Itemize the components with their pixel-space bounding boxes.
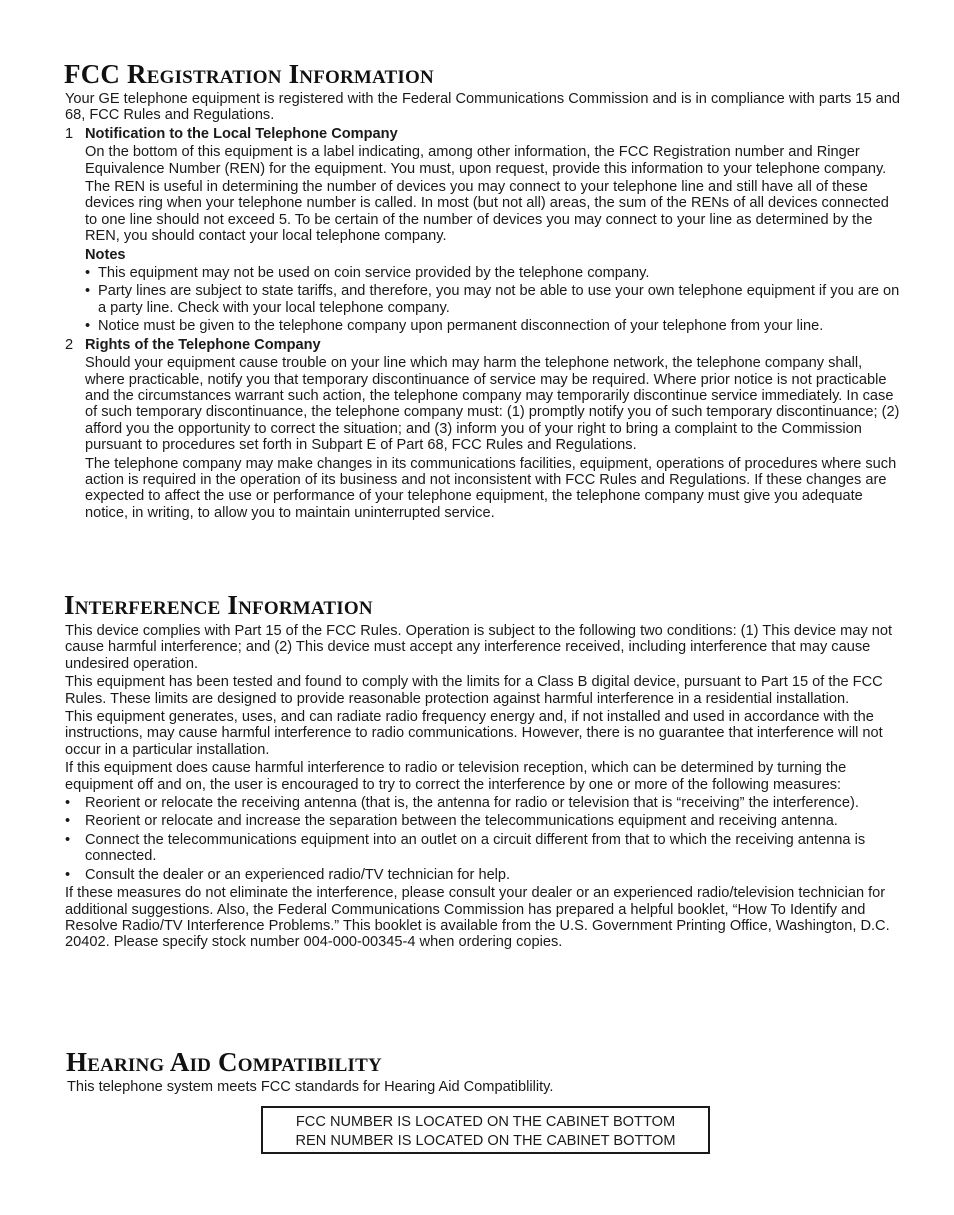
fcc-item-1: [65, 126, 905, 335]
measures-list: [65, 795, 905, 883]
item-paragraph: On the bottom of this equipment is a label indicating, among other information, the FCC Registration number and Ringer Equivalence Number (REN) for the equipment. You must, upon request, provide this information to your telephone company.: [85, 144, 887, 177]
fcc-number-location: FCC NUMBER IS LOCATED ON THE CABINET BOTTOM: [295, 1114, 676, 1130]
list-item: • Connect the telecommunications equipment into an outlet on a circuit different from that to which the receiving antenna is connected.: [65, 831, 866, 865]
bullet-icon: •: [65, 866, 71, 883]
item-heading: Rights of the Telephone Company: [85, 336, 321, 353]
interference-title: Interference Information: [64, 590, 373, 620]
hearing-aid-text: This telephone system meets FCC standards for Hearing Aid Compatiblility.: [67, 1079, 554, 1095]
fcc-intro: Your GE telephone equipment is registered with the Federal Communications Commission and is in compliance with parts 15 and 68, FCC Rules and Regulations.: [65, 91, 900, 124]
hearing-aid-section: [67, 1079, 907, 1095]
list-item: • Consult the dealer or an experienced radio/TV technician for help.: [65, 866, 511, 883]
bullet-icon: •: [65, 813, 71, 830]
item-heading: Notification to the Local Telephone Company: [85, 125, 398, 142]
list-item: • Reorient or relocate the receiving antenna (that is, the antenna for radio or television that is “receiving” the interference).: [65, 795, 859, 812]
interference-paragraph: This device complies with Part 15 of the FCC Rules. Operation is subject to the following two conditions: (1) This device may not cause harmful interference; and (2) This device must accept any interference received, including interference that may cause undesired operation.: [65, 623, 893, 672]
list-item: • Notice must be given to the telephone company upon permanent disconnection of your telephone from your line.: [85, 318, 824, 335]
fcc-registration-section: [65, 91, 905, 521]
list-item: • This equipment may not be used on coin service provided by the telephone company.: [85, 265, 650, 282]
bullet-icon: •: [85, 318, 91, 335]
cabinet-notice-box: [261, 1106, 710, 1154]
fcc-registration-title: FCC Registration Information: [64, 59, 434, 89]
interference-section: [65, 623, 905, 951]
interference-paragraph: If this equipment does cause harmful interference to radio or television reception, which can be determined by turning the equipment off and on, the user is encouraged to try to correct the interference by one or more of the following measures:: [65, 760, 847, 793]
fcc-item-2: [65, 337, 905, 521]
ren-number-location: REN NUMBER IS LOCATED ON THE CABINET BOTTOM: [295, 1133, 676, 1149]
list-item: • Reorient or relocate and increase the separation between the telecommunications equipment and receiving antenna.: [65, 813, 838, 830]
item-paragraph: The telephone company may make changes in its communications facilities, equipment, operations of procedures where such action is required in the operation of its business and not inconsistent with FCC Rules and Regulations. If these changes are expected to affect the use or performance of your telephone equipment, the telephone company must give you adequate notice, in writing, to allow you to maintain uninterrupted service.: [85, 455, 897, 521]
interference-paragraph: This equipment generates, uses, and can radiate radio frequency energy and, if not installed and used in accordance with the instructions, may cause harmful interference to radio communications. However, there is no guarantee that interference will not occur in a particular installation.: [65, 709, 883, 758]
interference-paragraph: This equipment has been tested and found to comply with the limits for a Class B digital device, pursuant to Part 15 of the FCC Rules. These limits are designed to provide reasonable protection against harmful interference in a residential installation.: [65, 674, 883, 707]
hearing-aid-title: Hearing Aid Compatibility: [66, 1047, 382, 1077]
notes-heading: Notes: [85, 246, 126, 263]
item-number: 1: [65, 125, 74, 142]
list-item: • Party lines are subject to state tariffs, and therefore, you may not be able to use your own telephone equipment if you are on a party line. Check with your local telephone company.: [85, 283, 900, 316]
notes-list: [85, 265, 905, 335]
item-paragraph: Should your equipment cause trouble on your line which may harm the telephone network, the telephone company shall, where practicable, notify you that temporary discontinuance of service may be required. Where prior notice is not practicable and the circumstances warrant such action, the telephone company may temporarily discontinue service immediately. In case of such temporary discontinuance, the telephone company must: (1) promptly notify you of such temporary discontinuance; (2) afford you the opportunity to correct the situation; and (3) inform you of your right to bring a complaint to the Commission pursuant to procedures set forth in Subpart E of Part 68, FCC Rules and Regulations.: [85, 355, 900, 454]
bullet-icon: •: [65, 795, 71, 812]
item-paragraph: The REN is useful in determining the number of devices you may connect to your telephone line and still have all of these devices ring when your telephone number is called. In most (but not all) areas, the sum of the RENs of all devices connected to one line should not exceed 5. To be certain of the number of devices you may connect to your line as determined by the REN, you should contact your local telephone company.: [85, 179, 889, 245]
interference-closing: If these measures do not eliminate the interference, please consult your dealer or an experienced radio/television technician for additional suggestions. Also, the Federal Communications Commission has prepared a helpful booklet, “How To Identify and Resolve Radio/TV Interference Problems.” This booklet is available from the U.S. Government Printing Office, Washington, D.C. 20402. Please specify stock number 004-000-00345-4 when ordering copies.: [65, 885, 890, 951]
bullet-icon: •: [85, 265, 91, 282]
bullet-icon: •: [65, 831, 71, 848]
item-number: 2: [65, 336, 74, 353]
bullet-icon: •: [85, 283, 91, 300]
